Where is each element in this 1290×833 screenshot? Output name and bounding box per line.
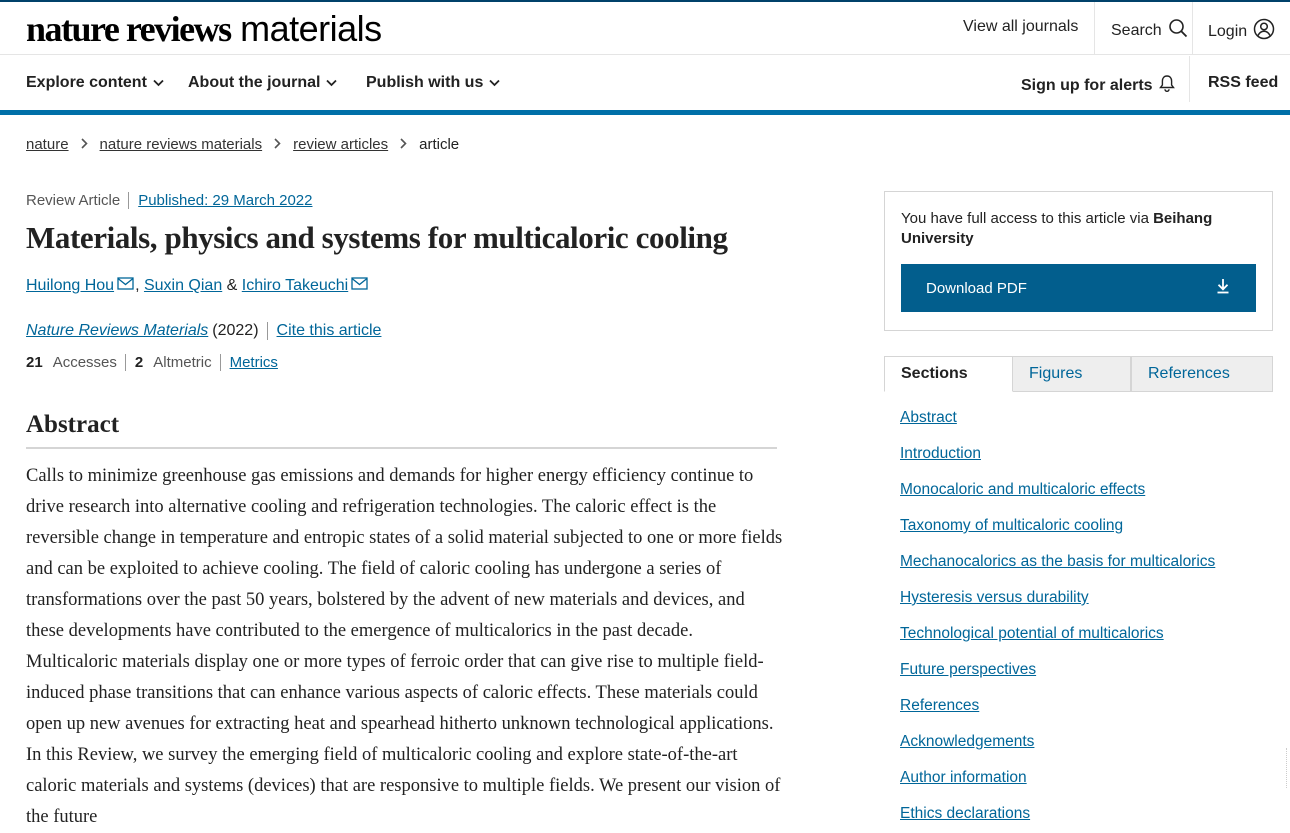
section-item: [900, 444, 1215, 480]
section-item: [900, 552, 1215, 588]
accesses-count: 21: [26, 354, 43, 371]
rss-feed-link[interactable]: [1208, 74, 1278, 92]
alerts-label: Sign up for alerts: [1021, 76, 1153, 94]
tab-references[interactable]: [1131, 356, 1273, 392]
institution-name: Beihang University: [901, 210, 1213, 247]
author-list: [26, 277, 369, 295]
chevron-down-icon: [326, 74, 337, 92]
login-button[interactable]: [1208, 18, 1275, 45]
tab-figures-label: Figures: [1029, 365, 1083, 382]
view-all-journals-link[interactable]: [963, 18, 1078, 36]
section-item: [900, 624, 1215, 660]
nav-accent-bar: [0, 110, 1290, 115]
section-item: [900, 588, 1215, 624]
access-box: [884, 191, 1273, 331]
header-divider: [1192, 2, 1193, 55]
chevron-right-icon: [81, 137, 88, 152]
author-link[interactable]: Suxin Qian: [143, 277, 223, 294]
tab-sections-label: Sections: [901, 365, 968, 382]
author-separator: ,: [135, 277, 144, 294]
chevron-down-icon: [489, 74, 500, 92]
download-pdf-label: Download PDF: [926, 279, 1027, 297]
access-message: [901, 209, 1251, 249]
article-metrics: [26, 354, 278, 371]
publication-year: (2022): [212, 322, 267, 340]
rss-label: RSS feed: [1208, 74, 1279, 91]
section-link[interactable]: Taxonomy of multicaloric cooling: [900, 517, 1124, 534]
nav-about-journal[interactable]: [188, 74, 337, 92]
abstract-text: Calls to minimize greenhouse gas emissions and demands for higher energy efficiency continue to drive research into alternative cooling and refrigeration technologies. The caloric effect is the reversible change in temperature and entropic states of a solid material subjected to one or more fields and can be exploited to achieve cooling. The field of caloric cooling has undergone a series of transformations over the past 50 years, bolstered by the advent of new materials and devices, and these developments have contributed to the emergence of multicalorics in the past decade. Multicaloric materials display one or more types of ferroic order that can give rise to multiple field-induced phase transitions that can enhance various aspects of caloric effects. These materials could open up new avenues for extracting heat and spearhead hitherto unknown technological applications. In this Review, we survey the emerging field of multicaloric cooling and explore state-of-the-art caloric materials and systems (devices) that are responsive to multiple fields. We present our vision of the future: [26, 466, 783, 827]
scrollbar[interactable]: [1286, 748, 1290, 788]
journal-info: [26, 322, 381, 340]
breadcrumb-current: article: [419, 136, 460, 153]
altmetric-count: 2: [134, 354, 144, 371]
login-label: Login: [1208, 22, 1248, 40]
tab-sections[interactable]: [884, 356, 1013, 392]
sign-up-alerts-button[interactable]: [1021, 74, 1175, 97]
breadcrumb-link-review-articles[interactable]: review articles: [293, 136, 389, 153]
nav-explore-content[interactable]: [26, 74, 164, 92]
breadcrumb: [26, 136, 459, 153]
section-item: [900, 516, 1215, 552]
email-icon[interactable]: [351, 277, 368, 295]
search-label: Search: [1111, 21, 1162, 39]
sidebar-tabs: [884, 356, 1273, 392]
section-item: [900, 768, 1215, 804]
view-all-journals-label: View all journals: [963, 18, 1079, 35]
nav-divider: [1189, 56, 1190, 102]
logo-bold-text: nature reviews: [26, 9, 231, 49]
tab-figures[interactable]: [1013, 356, 1131, 392]
user-icon: [1253, 18, 1275, 45]
main-nav: [0, 56, 1290, 110]
section-item: [900, 480, 1215, 516]
accesses-label: Accesses: [52, 354, 117, 371]
section-link[interactable]: Introduction: [900, 445, 981, 462]
section-item: [900, 804, 1215, 833]
section-item: [900, 696, 1215, 732]
published-date-link[interactable]: Published: 29 March 2022: [138, 192, 313, 209]
breadcrumb-link-nature[interactable]: nature: [26, 136, 69, 153]
section-link[interactable]: Technological potential of multicalorics: [900, 625, 1164, 642]
section-item: [900, 660, 1215, 696]
logo-light-text: materials: [230, 8, 382, 49]
download-icon: [1216, 278, 1230, 298]
sections-nav: [900, 408, 1215, 833]
chevron-right-icon: [400, 137, 407, 152]
section-link[interactable]: Abstract: [900, 409, 957, 426]
chevron-down-icon: [153, 74, 164, 92]
search-button[interactable]: [1111, 18, 1188, 43]
section-link[interactable]: Ethics declarations: [900, 805, 1031, 822]
nav-publish-with-us[interactable]: [366, 74, 500, 92]
breadcrumb-link-journal[interactable]: nature reviews materials: [99, 136, 263, 153]
metrics-link[interactable]: Metrics: [229, 354, 278, 371]
journal-name-link[interactable]: Nature Reviews Materials: [26, 322, 209, 339]
altmetric-label: Altmetric: [153, 354, 212, 371]
altmetric-metric: [135, 354, 221, 371]
cite-article-link[interactable]: Cite this article: [276, 322, 382, 339]
article-title: Materials, physics and systems for multicaloric cooling: [26, 220, 728, 255]
tab-references-label: References: [1148, 365, 1230, 382]
section-link[interactable]: Author information: [900, 769, 1027, 786]
section-item: [900, 732, 1215, 768]
section-link[interactable]: Future perspectives: [900, 661, 1037, 678]
section-link[interactable]: Hysteresis versus durability: [900, 589, 1089, 606]
author-link[interactable]: Huilong Hou: [26, 277, 115, 294]
journal-logo[interactable]: [26, 9, 382, 49]
section-link[interactable]: Mechanocalorics as the basis for multicalorics: [900, 553, 1216, 570]
bell-icon: [1159, 74, 1175, 97]
section-link[interactable]: Monocaloric and multicaloric effects: [900, 481, 1146, 498]
section-item: [900, 408, 1215, 444]
author-separator: &: [222, 277, 242, 294]
section-link[interactable]: Acknowledgements: [900, 733, 1035, 750]
site-header: [0, 2, 1290, 55]
section-link[interactable]: References: [900, 697, 980, 714]
search-icon: [1168, 18, 1188, 43]
nav-about-label: About the journal: [188, 74, 321, 91]
header-divider: [1094, 2, 1095, 55]
download-pdf-button[interactable]: [901, 264, 1256, 312]
nav-publish-label: Publish with us: [366, 74, 484, 91]
nav-explore-label: Explore content: [26, 74, 147, 91]
chevron-right-icon: [274, 137, 281, 152]
email-icon[interactable]: [117, 277, 134, 295]
author-link[interactable]: Ichiro Takeuchi: [241, 277, 349, 294]
abstract-heading: Abstract: [26, 411, 777, 449]
article-type: Review Article: [26, 192, 129, 209]
accesses-metric: [26, 354, 126, 371]
article-meta: [26, 192, 312, 209]
access-prefix: You have full access to this article via: [901, 210, 1154, 227]
